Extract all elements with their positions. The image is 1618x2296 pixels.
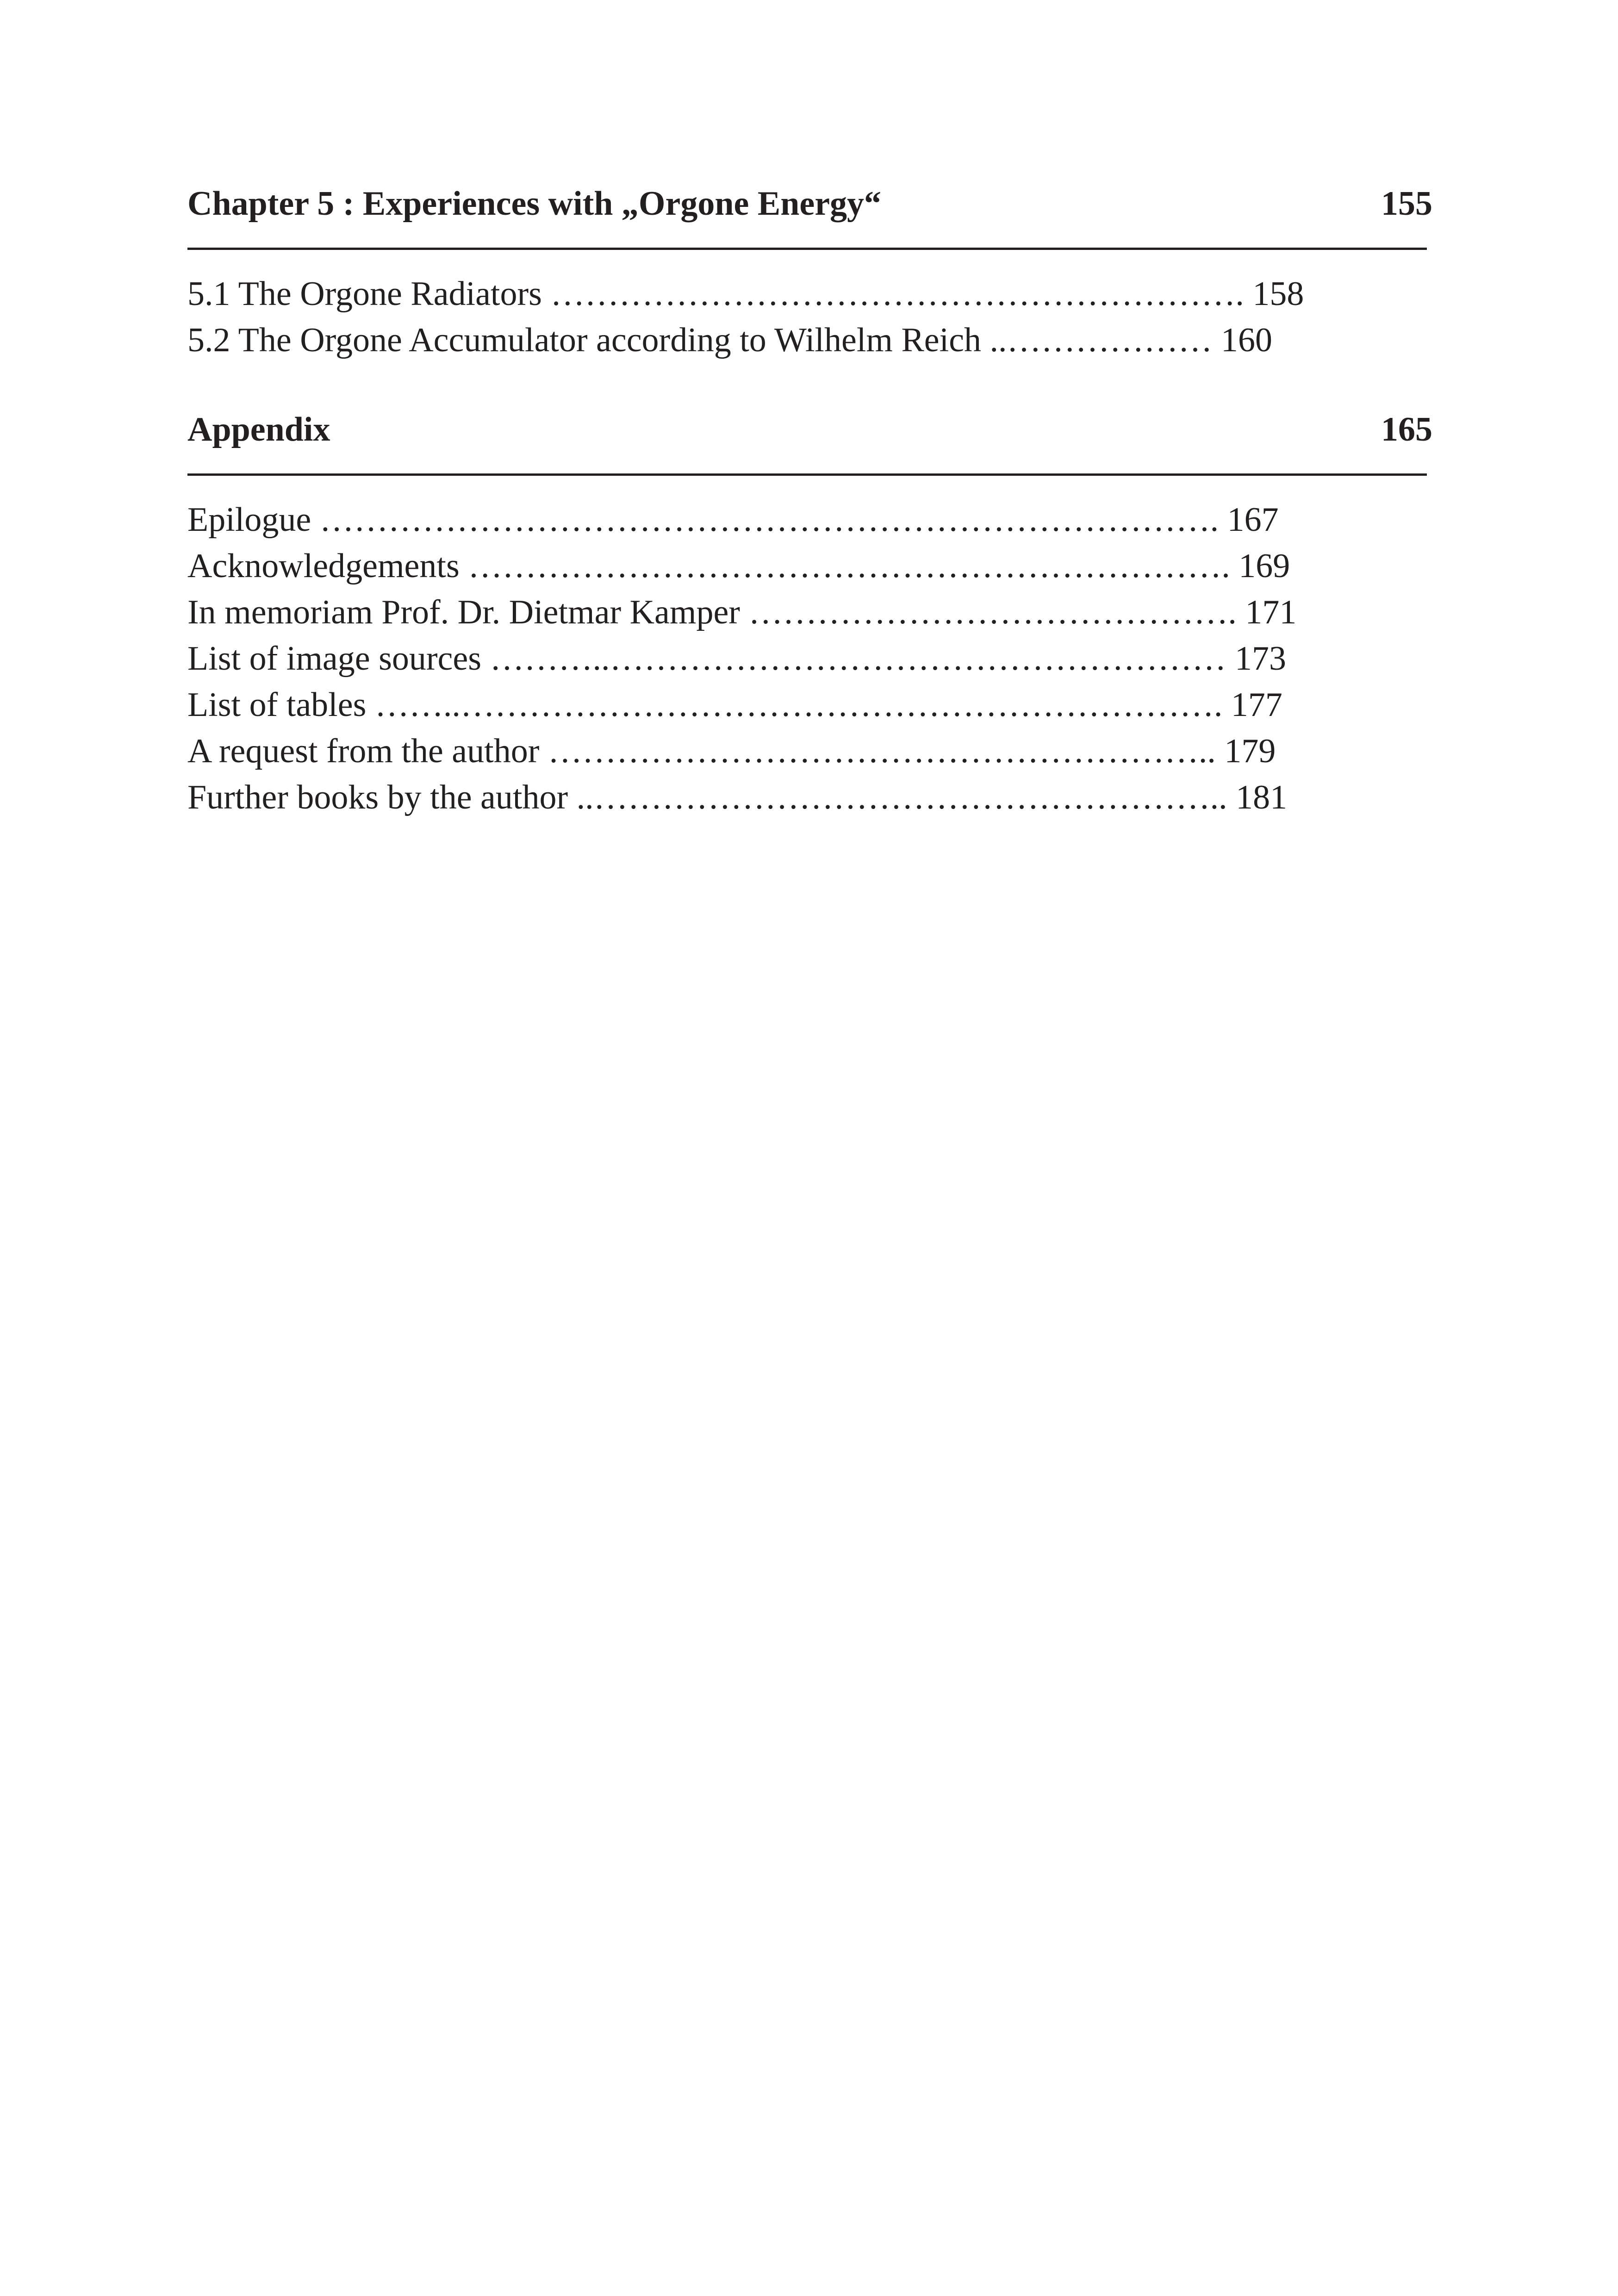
section-spacer (187, 363, 1432, 409)
table-of-contents (187, 183, 1432, 821)
toc-entry: A request from the author ………………………………………………….. 179 (187, 732, 1276, 770)
toc-entry: List of tables ……..…………………………………………………………. 177 (187, 686, 1282, 724)
section-heading (187, 183, 1432, 224)
toc-entry-list (187, 497, 1432, 821)
section-divider (187, 473, 1427, 476)
toc-section-chapter-5 (187, 183, 1432, 363)
section-page-number: 155 (1381, 185, 1432, 223)
toc-entry: Acknowledgements …………………………………………………………. 169 (187, 547, 1290, 585)
toc-entry: 5.2 The Orgone Accumulator according to Wilhelm Reich ..……………… 160 (187, 321, 1273, 359)
toc-entry: Further books by the author ..……………………………………………….. 181 (187, 778, 1288, 816)
toc-entry: List of image sources ………..……………………………………………… 173 (187, 640, 1286, 678)
toc-section-appendix (187, 409, 1432, 821)
section-divider (187, 248, 1427, 250)
section-heading (187, 409, 1432, 450)
toc-entry: Epilogue ……………………………………………………………………. 167 (187, 501, 1279, 539)
section-title: Chapter 5 : Experiences with „Orgone Energy“ (187, 185, 882, 223)
toc-entry: In memoriam Prof. Dr. Dietmar Kamper ……………………………………. 171 (187, 593, 1297, 631)
toc-entry-list (187, 271, 1432, 363)
section-page-number: 165 (1381, 411, 1432, 448)
section-title: Appendix (187, 411, 330, 448)
toc-entry: 5.1 The Orgone Radiators ……………………………………………………. 158 (187, 275, 1304, 313)
